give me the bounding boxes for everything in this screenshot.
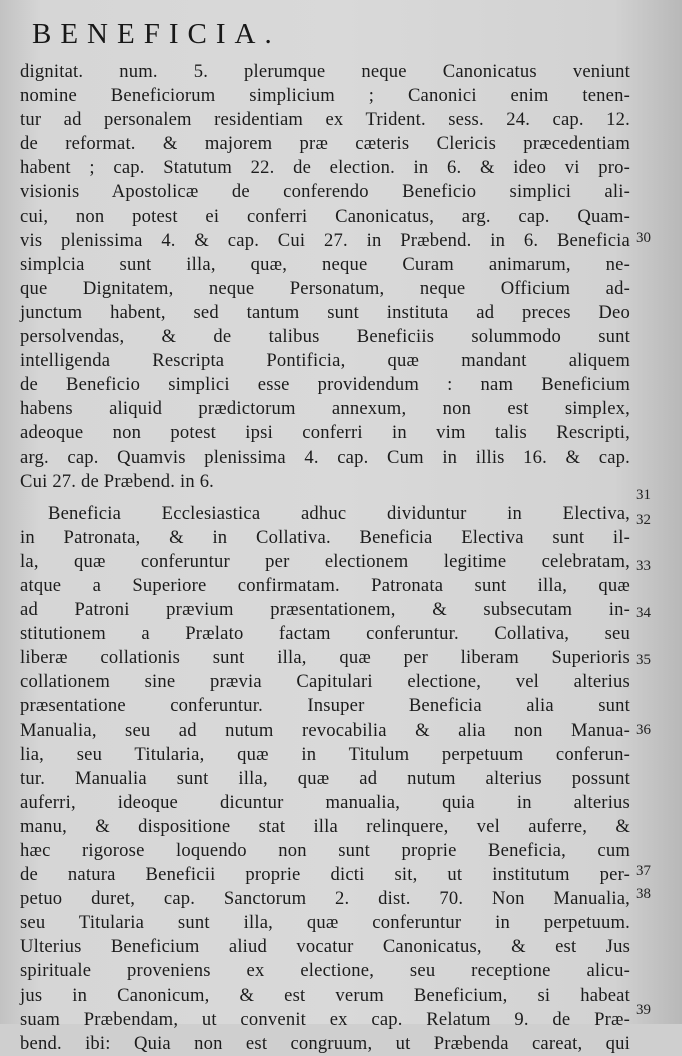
text-line: habent ; cap. Statutum 22. de election. in 6. & ideo vi pro- [20, 157, 630, 179]
text-line: arg. cap. Quamvis plenissima 4. cap. Cum in illis 16. & cap. [20, 446, 630, 468]
text-line: cui, non potest ei conferri Canonicatus, arg. cap. Quam- [20, 205, 630, 227]
text-line: vis plenissima 4. & cap. Cui 27. in Præbend. in 6. Beneficia [20, 229, 630, 251]
text-line: Manualia, seu ad nutum revocabilia & alia non Manua- [20, 719, 630, 741]
running-header: BENEFICIA. [32, 18, 281, 50]
text-line: manu, & dispositione stat illa relinquere, vel auferre, & [20, 815, 630, 837]
text-line: Beneficia Ecclesiastica adhuc dividuntur in Electiva, [48, 502, 630, 524]
margin-number: 30 [636, 230, 651, 246]
text-line: intelligenda Rescripta Pontificia, quæ mandant aliquem [20, 350, 630, 372]
text-line: persolvendas, & de talibus Beneficiis solummodo sunt [20, 326, 630, 348]
text-line: bend. ibi: Quia non est congruum, ut Præbenda careat, qui [20, 1032, 630, 1054]
margin-number: 38 [636, 886, 651, 902]
text-line: Ulterius Beneficium aliud vocatur Canonicatus, & est Jus [20, 936, 630, 958]
text-line: liberæ collationis sunt illa, quæ per liberam Superioris [20, 647, 630, 669]
text-line: de Beneficio simplici esse providendum : nam Beneficium [20, 374, 630, 396]
text-line: jus in Canonicum, & est verum Beneficium, si habeat [20, 984, 630, 1006]
text-line: stitutionem a Prælato factam conferuntur. Collativa, seu [20, 623, 630, 645]
margin-number: 39 [636, 1002, 651, 1018]
text-line: tur ad personalem residentiam ex Trident. sess. 24. cap. 12. [20, 109, 630, 131]
margin-number: 37 [636, 863, 651, 879]
text-line: spirituale proveniens ex electione, seu receptione alicu- [20, 960, 630, 982]
margin-number: 33 [636, 558, 651, 574]
text-line: petuo duret, cap. Sanctorum 2. dist. 70. Non Manualia, [20, 888, 630, 910]
text-line: auferri, ideoque dicuntur manualia, quia in alterius [20, 791, 630, 813]
text-line: la, quæ conferuntur per electionem legitime celebratam, [20, 550, 630, 572]
text-line: junctum habent, sed tantum sunt instituta ad preces Deo [20, 301, 630, 323]
text-line: præsentatione conferuntur. Insuper Beneficia alia sunt [20, 695, 630, 717]
text-line: de reformat. & majorem præ cæteris Clericis præcedentiam [20, 133, 630, 155]
text-line: seu Titularia sunt illa, quæ conferuntur in perpetuum. [20, 912, 630, 934]
text-line: hæc rigorose loquendo non sunt proprie Beneficia, cum [20, 840, 630, 861]
text-line: ad Patroni prævium præsentationem, & subsecutam in- [20, 599, 630, 621]
margin-number: 35 [636, 652, 651, 668]
text-line: visionis Apostolicæ de conferendo Beneficio simplici ali- [20, 181, 630, 203]
margin-number: 36 [636, 722, 651, 738]
margin-number: 31 [636, 487, 651, 503]
text-line: Cui 27. de Præbend. in 6. [20, 470, 215, 492]
margin-number: 32 [636, 512, 651, 528]
text-line: collationem sine prævia Capitulari electione, vel alterius [20, 671, 630, 693]
text-line: tur. Manualia sunt illa, quæ ad nutum alterius possunt [20, 767, 630, 789]
margin-number: 34 [636, 605, 651, 621]
text-line: habens aliquid prædictorum annexum, non est simplex, [20, 398, 630, 420]
text-line: lia, seu Titularia, quæ in Titulum perpetuum conferun- [20, 743, 630, 765]
text-line: adeoque non potest ipsi conferri in vim talis Rescripti, [20, 422, 630, 444]
text-line: dignitat. num. 5. plerumque neque Canonicatus veniunt [20, 61, 630, 82]
text-line: atque a Superiore confirmatam. Patronata sunt illa, quæ [20, 574, 630, 596]
text-block [20, 60, 630, 1056]
text-line: simplcia sunt illa, quæ, neque Curam animarum, ne- [20, 253, 630, 275]
text-line: que Dignitatem, neque Personatum, neque Officium ad- [20, 277, 630, 299]
text-line: in Patronata, & in Collativa. Beneficia Electiva sunt il- [20, 526, 630, 548]
text-line: suam Præbendam, ut convenit ex cap. Relatum 9. de Præ- [20, 1008, 630, 1030]
text-line: nomine Beneficiorum simplicium ; Canonici enim tenen- [20, 85, 630, 107]
text-line: de natura Beneficii proprie dicti sit, ut institutum per- [20, 864, 630, 886]
